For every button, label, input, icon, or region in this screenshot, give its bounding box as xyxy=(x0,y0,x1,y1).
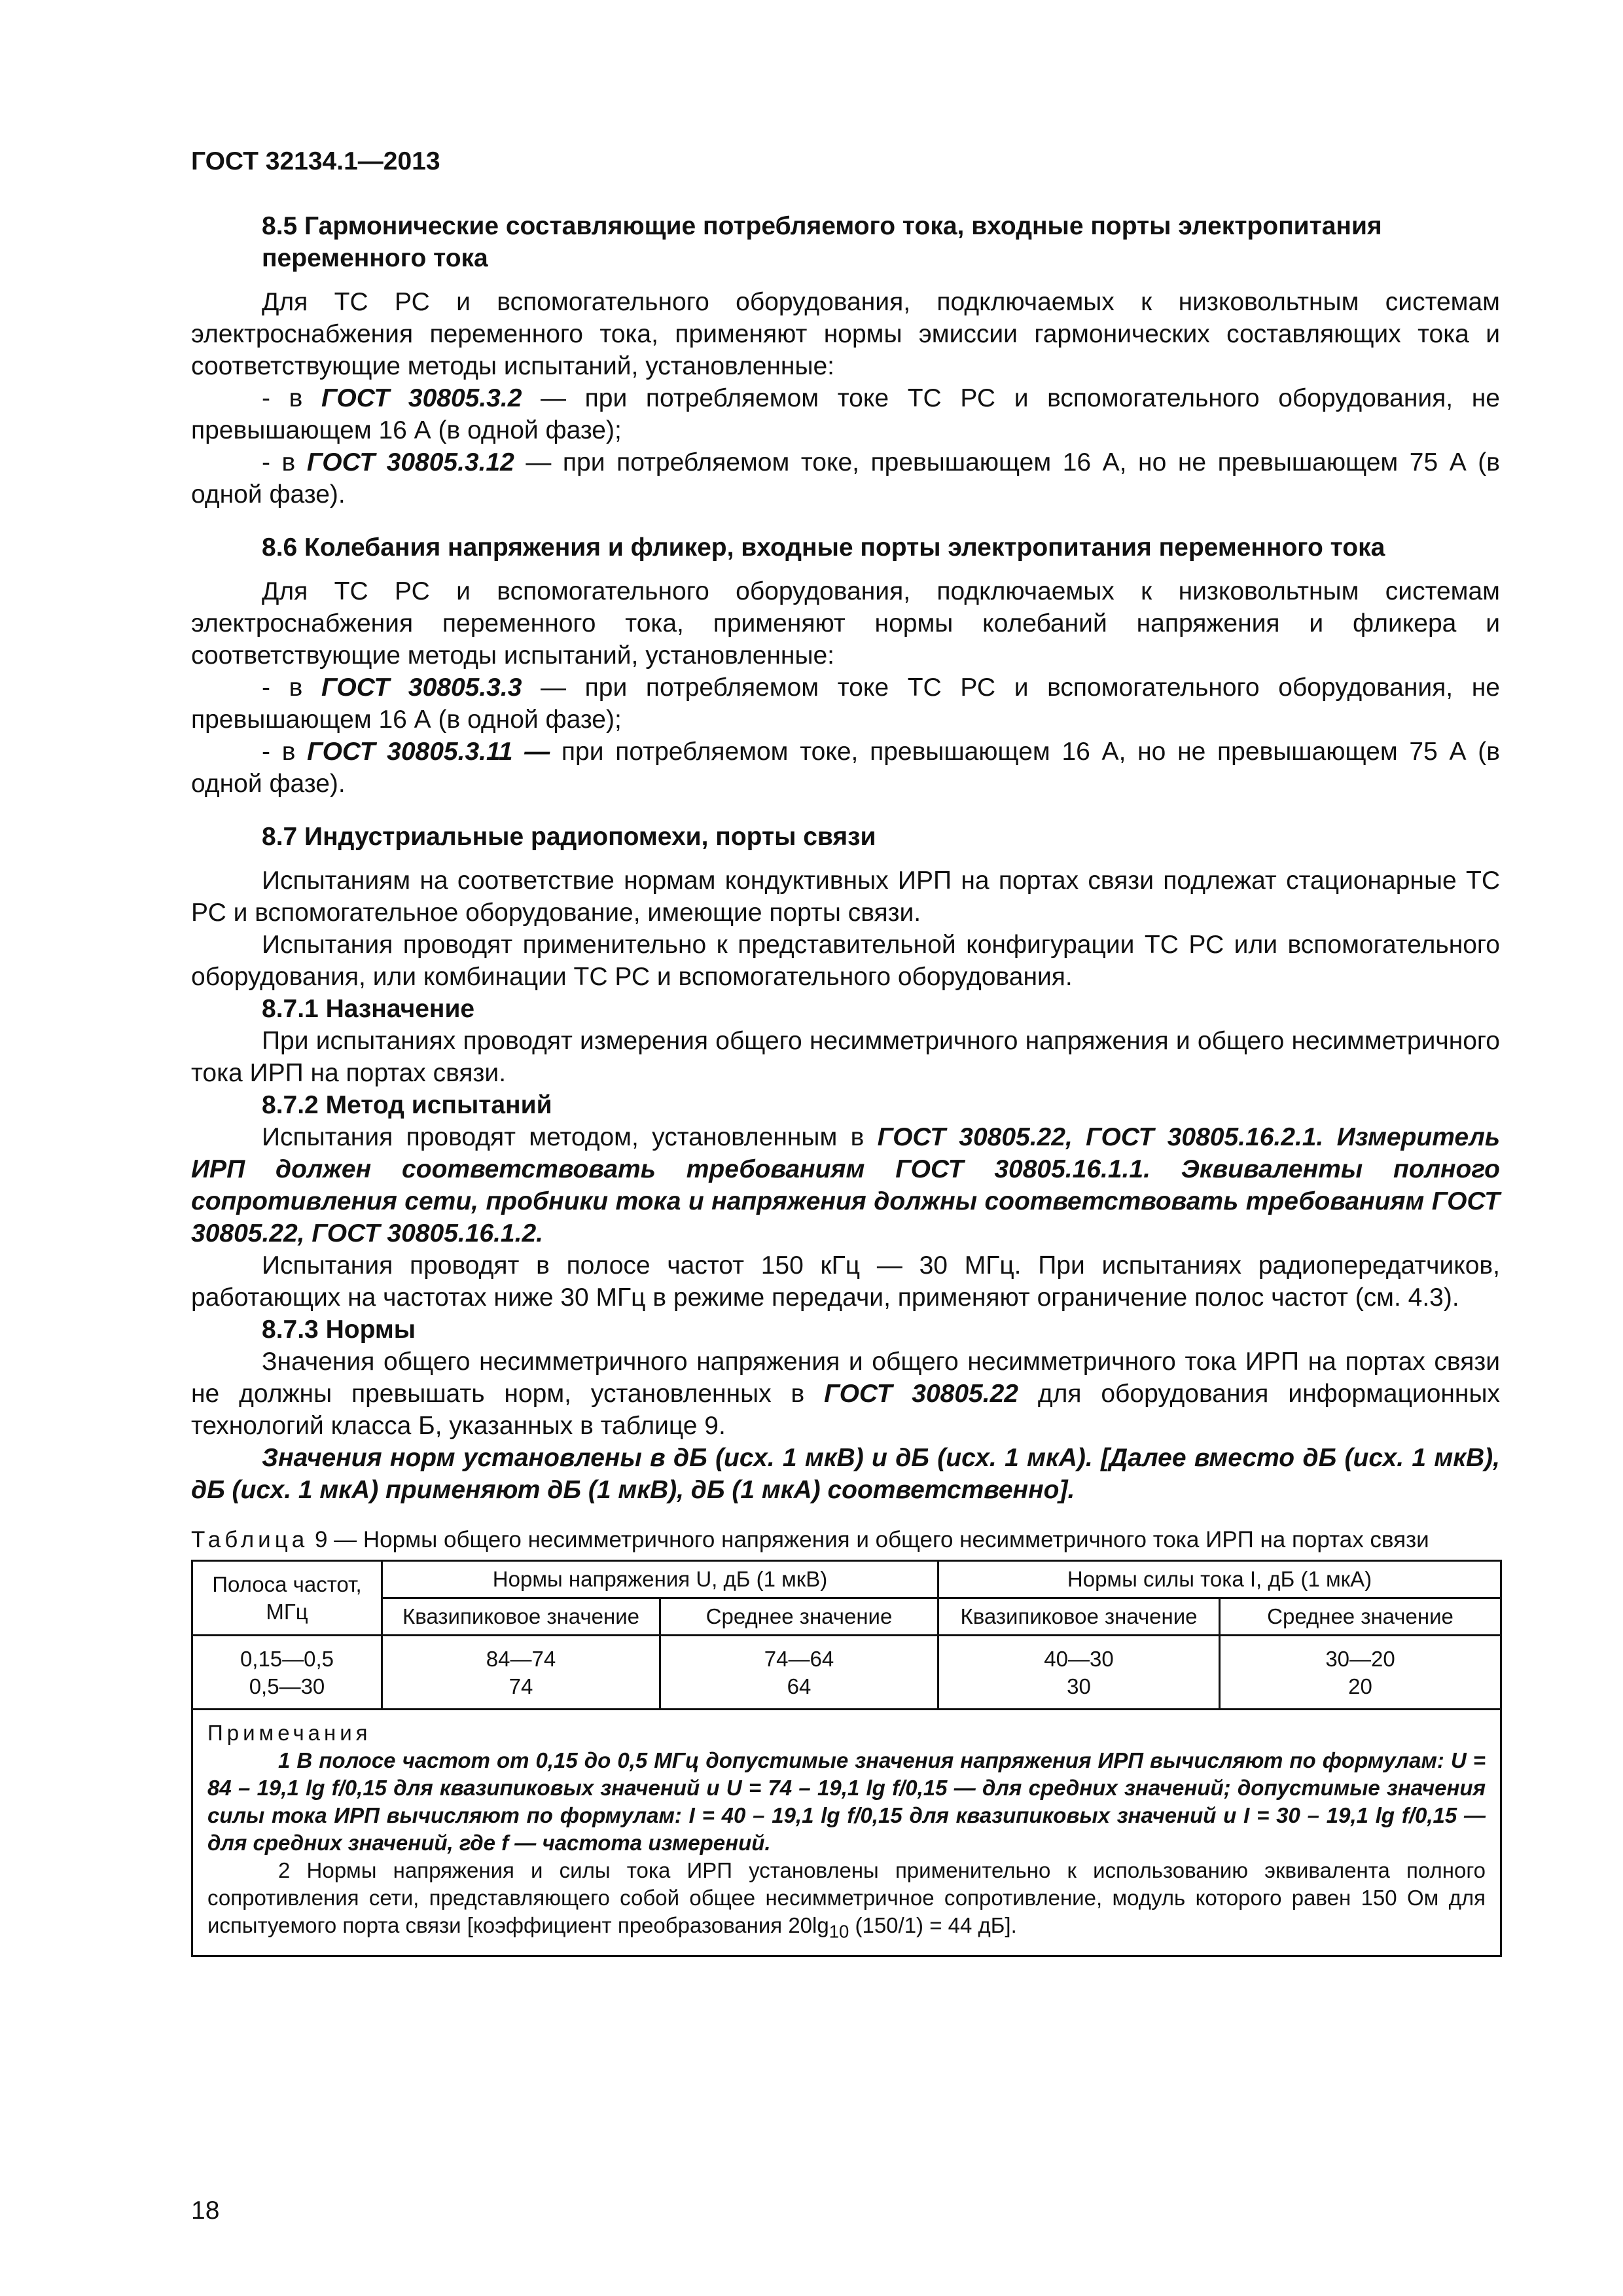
notes-title: Примечания xyxy=(207,1721,372,1745)
subheader-voltage-average: Среднее значение xyxy=(660,1598,938,1636)
standard-reference: ГОСТ 30805.3.3 xyxy=(321,673,522,702)
section-8-7-paragraph-2: Испытания проводят применительно к представительной конфигурации ТС РС или вспомогательного оборудования, или комбинации ТС РС и вспомогательного оборудования. xyxy=(191,931,1500,991)
section-8-7-3-paragraph-1: Значения общего несимметричного напряжения и общего несимметричного тока ИРП на портах связи не должны превышать норм, установленных в ГОСТ 30805.22 для оборудования информационных технологий класса Б, указанных в таблице 9. xyxy=(191,1348,1500,1440)
standard-reference: ГОСТ 30805.3.12 xyxy=(306,448,514,476)
subheader-current-average: Среднее значение xyxy=(1220,1598,1501,1636)
table-row xyxy=(192,1636,1501,1710)
subheader-voltage-quasi-peak: Квазипиковое значение xyxy=(382,1598,660,1636)
section-8-7-title: 8.7 Индустриальные радиопомехи, порты связи xyxy=(262,823,876,851)
section-8-7-3-title: 8.7.3 Нормы xyxy=(262,1316,416,1344)
section-8-5-paragraph: Для ТС РС и вспомогательного оборудования, подключаемых к низковольтным системам электроснабжения переменного тока, применяют нормы эмиссии гармонических составляющих тока и соответствующие методы испытаний, установленные: xyxy=(191,288,1500,380)
section-8-6-item-1: - в ГОСТ 30805.3.3 — при потребляемом токе ТС РС и вспомогательного оборудования, не превышающем 16 А (в одной фазе); xyxy=(191,673,1500,734)
subheader-current-quasi-peak: Квазипиковое значение xyxy=(938,1598,1220,1636)
section-8-5-title: 8.5 Гармонические составляющие потребляемого тока, входные порты электропитания переменного тока xyxy=(262,212,1382,272)
header-frequency-band: Полоса частот, МГц xyxy=(192,1561,382,1636)
section-8-7-2-title: 8.7.2 Метод испытаний xyxy=(262,1091,552,1119)
section-8-7-1-paragraph: При испытаниях проводят измерения общего несимметричного напряжения и общего несимметричного тока ИРП на портах связи. xyxy=(191,1027,1500,1087)
document-header: ГОСТ 32134.1—2013 xyxy=(191,147,440,175)
header-voltage-norms: Нормы напряжения U, дБ (1 мкВ) xyxy=(382,1561,938,1598)
section-8-6-paragraph: Для ТС РС и вспомогательного оборудования, подключаемых к низковольтным системам электроснабжения переменного тока, применяют нормы колебаний напряжения и фликера и соответствующие методы испытаний, установленные: xyxy=(191,577,1500,670)
page-body xyxy=(191,145,1500,1957)
table-header-row xyxy=(192,1561,1501,1598)
note-2: 2 Нормы напряжения и силы тока ИРП установлены применительно к использованию эквивалента полного сопротивления сети, представляющего собой общее несимметричное сопротивление, модуль которого равен 150 Ом для испытуемого порта связи [коэффициент преобразования $20\lg_{10}$ (150/1) = 44 дБ]. xyxy=(207,1858,1486,1942)
table-notes xyxy=(192,1710,1501,1956)
cell-frequency: 0,15—0,5 0,5—30 xyxy=(192,1636,382,1710)
standard-reference: ГОСТ 30805.22, ГОСТ 30805.16.2.1. Измеритель ИРП должен соответствовать требованиям ГОСТ 30805.16.1.1. Эквиваленты полного сопротивления сети, пробники тока и напряжения должны соответствовать требованиям ГОСТ 30805.22, ГОСТ 30805.16.1.2. xyxy=(191,1123,1500,1247)
section-8-5-item-1: - в ГОСТ 30805.3.2 — при потребляемом токе ТС РС и вспомогательного оборудования, не превышающем 16 А (в одной фазе); xyxy=(191,384,1500,444)
table-caption: Таблица 9 — Нормы общего несимметричного напряжения и общего несимметричного тока ИРП на портах связи xyxy=(191,1527,1429,1552)
table-subheader-row xyxy=(192,1598,1501,1636)
cell-current-quasi-peak: 40—30 30 xyxy=(938,1636,1220,1710)
section-8-7-1-title: 8.7.1 Назначение xyxy=(262,995,475,1023)
section-8-7-2-paragraph-2: Испытания проводят в полосе частот 150 кГц — 30 МГц. При испытаниях радиопередатчиков, работающих на частотах ниже 30 МГц в режиме передачи, применяют ограничение полос частот (см. 4.3). xyxy=(191,1251,1500,1312)
section-8-7-paragraph-1: Испытаниям на соответствие нормам кондуктивных ИРП на портах связи подлежат стационарные ТС РС и вспомогательное оборудование, имеющие порты связи. xyxy=(191,867,1500,927)
norms-table xyxy=(191,1560,1502,1957)
standard-reference: ГОСТ 30805.22 xyxy=(824,1380,1018,1408)
section-8-7-3-paragraph-2: Значения норм установлены в дБ (исх. 1 мкВ) и дБ (исх. 1 мкА). [Далее вместо дБ (исх. 1 мкВ), дБ (исх. 1 мкА) применяют дБ (1 мкВ), дБ (1 мкА) соответственно]. xyxy=(191,1444,1500,1504)
section-8-5-item-2: - в ГОСТ 30805.3.12 — при потребляемом токе, превышающем 16 А, но не превышающем 75 А (в одной фазе). xyxy=(191,448,1500,509)
section-8-7-2-paragraph-1: Испытания проводят методом, установленным в ГОСТ 30805.22, ГОСТ 30805.16.2.1. Измеритель ИРП должен соответствовать требованиям ГОСТ 30805.16.1.1. Эквиваленты полного сопротивления сети, пробники тока и напряжения должны соответствовать требованиям ГОСТ 30805.22, ГОСТ 30805.16.1.2. xyxy=(191,1123,1500,1247)
standard-reference: ГОСТ 30805.3.2 xyxy=(321,384,522,412)
header-current-norms: Нормы силы тока I, дБ (1 мкА) xyxy=(938,1561,1501,1598)
note-1: 1 В полосе частот от 0,15 до 0,5 МГц допустимые значения напряжения ИРП вычисляют по формулам: U = 84 – 19,1 lg f/0,15 для квазипиковых значений и U = 74 – 19,1 lg f/0,15 — для средних значений; допустимые значения силы тока ИРП вычисляют по формулам: I = 40 – 19,1 lg f/0,15 для квазипиковых значений и I = 30 – 19,1 lg f/0,15 — для средних значений, где f — частота измерений. xyxy=(207,1748,1486,1855)
page-number: 18 xyxy=(191,2197,220,2225)
standard-reference: ГОСТ 30805.3.11 — xyxy=(307,738,550,766)
table-notes-row xyxy=(192,1710,1501,1956)
cell-voltage-quasi-peak: 84—74 74 xyxy=(382,1636,660,1710)
section-8-6-item-2: - в ГОСТ 30805.3.11 — при потребляемом токе, превышающем 16 А, но не превышающем 75 А (в одной фазе). xyxy=(191,738,1500,798)
section-8-6-title: 8.6 Колебания напряжения и фликер, входные порты электропитания переменного тока xyxy=(262,533,1385,562)
cell-current-average: 30—20 20 xyxy=(1220,1636,1501,1710)
cell-voltage-average: 74—64 64 xyxy=(660,1636,938,1710)
